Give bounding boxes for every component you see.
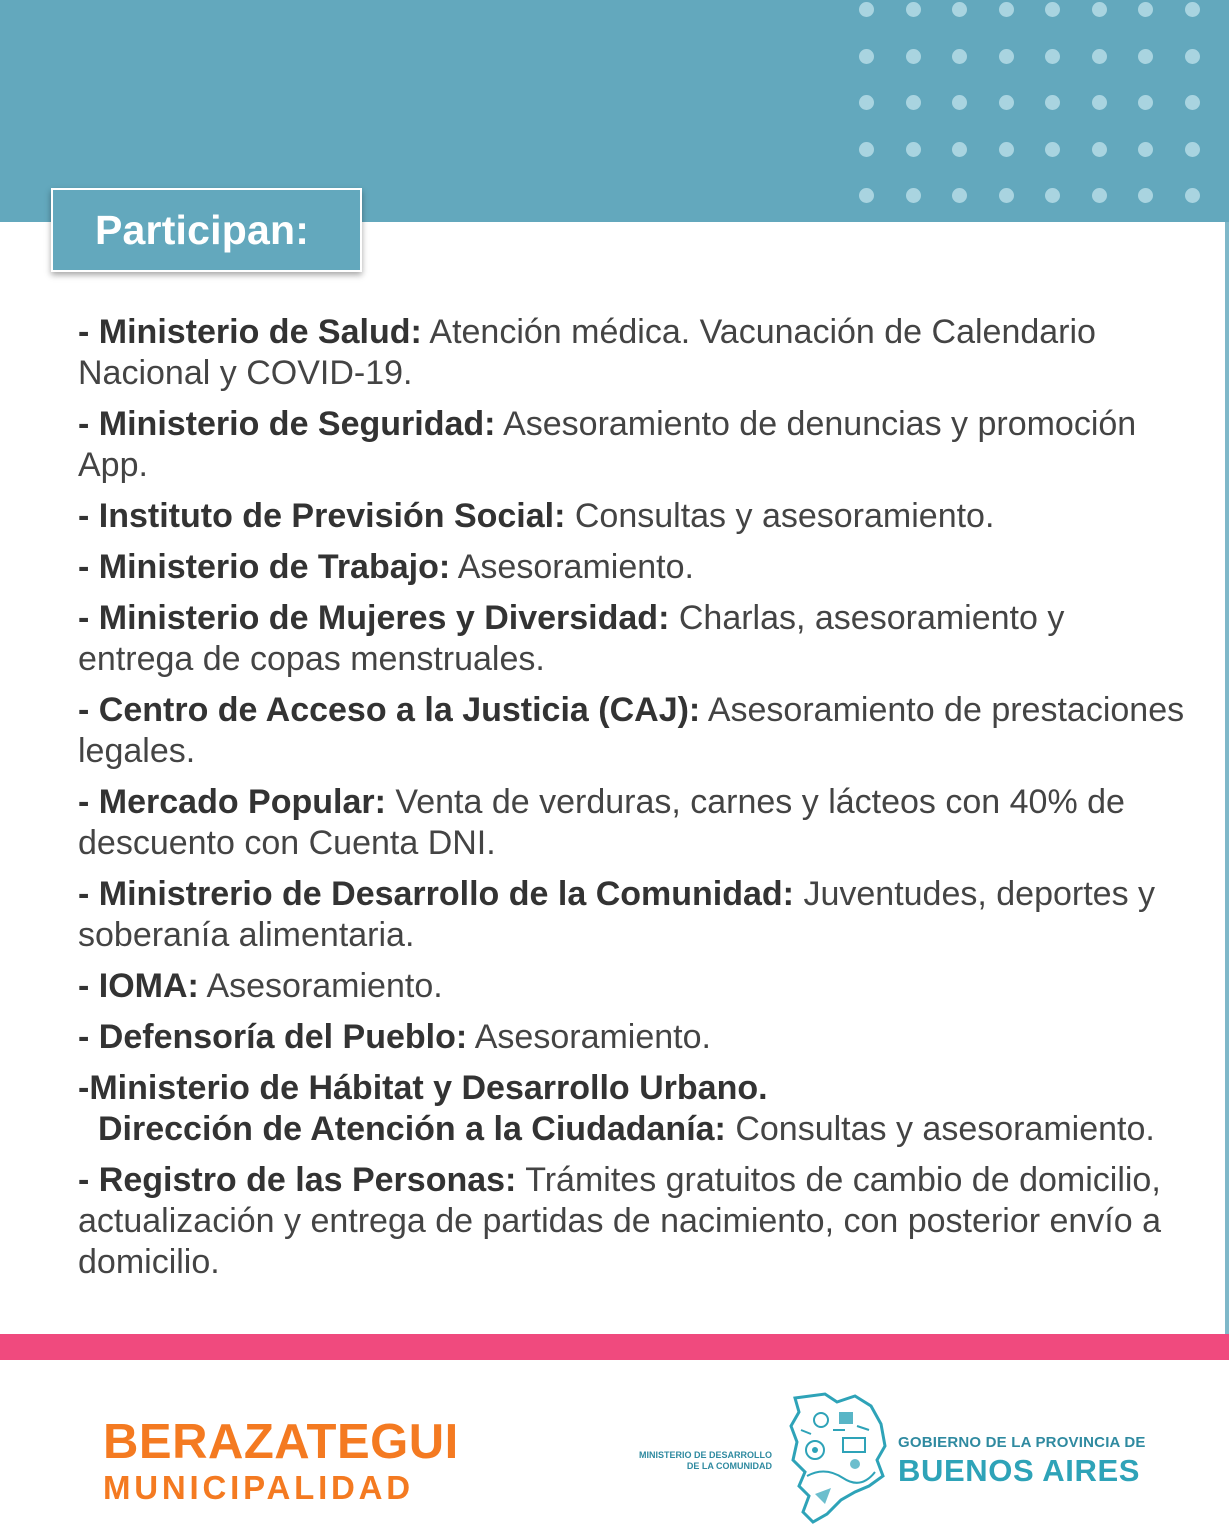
- list-dash: -: [78, 783, 99, 821]
- list-dash: -: [78, 691, 99, 729]
- entity-description: Juventudes, deportes y soberanía alimentaria.: [78, 875, 1156, 954]
- entity-description: Asesoramiento.: [450, 548, 694, 586]
- list-item: [78, 874, 1188, 956]
- decorative-dot: [1045, 95, 1060, 110]
- decorative-dot: [952, 2, 967, 17]
- decorative-dot: [1138, 49, 1153, 64]
- decorative-dot: [859, 95, 874, 110]
- province-name: BUENOS AIRES: [898, 1453, 1141, 1488]
- decorative-dot: [859, 188, 874, 203]
- list-dash: -: [78, 1069, 90, 1107]
- decorative-dot: [906, 49, 921, 64]
- entity-name: Ministerio de Seguridad:: [98, 405, 496, 443]
- heading-box: [51, 188, 362, 272]
- list-dash: -: [78, 313, 99, 351]
- decorative-dot: [906, 188, 921, 203]
- list-dash: -: [78, 875, 99, 913]
- entity-description: Consultas y asesoramiento.: [565, 497, 995, 535]
- entity-name: Defensoría del Pueblo:: [98, 1018, 468, 1056]
- entity-name: Instituto de Previsión Social:: [98, 497, 566, 535]
- list-item: [78, 1160, 1188, 1283]
- decorative-dot: [906, 2, 921, 17]
- entity-description: Trámites gratuitos de cambio de domicilio, actualización y entrega de partidas de nacimiento, con posterior envío a domicilio.: [78, 1161, 1161, 1281]
- list-dash: -: [78, 548, 99, 586]
- decorative-dot: [999, 188, 1014, 203]
- entity-description: Asesoramiento de prestaciones legales.: [78, 691, 1185, 770]
- entity-name: Ministerio de Salud:: [98, 313, 422, 351]
- list-item: [78, 547, 1188, 588]
- decorative-dot: [859, 142, 874, 157]
- list-dash: -: [78, 1018, 99, 1056]
- list-item: [78, 496, 1188, 537]
- province-government-logo: [898, 1434, 1146, 1489]
- entity-name: Ministerio de Mujeres y Diversidad:: [98, 599, 670, 637]
- entity-name: Dirección de Atención a la Ciudadanía:: [98, 1110, 726, 1148]
- decorative-dot: [952, 49, 967, 64]
- participants-list: [78, 312, 1188, 1293]
- entity-name: Ministrerio de Desarrollo de la Comunidad:: [98, 875, 795, 913]
- list-item: [78, 1068, 1188, 1150]
- decorative-dot-grid: [856, 0, 1216, 210]
- entity-description: Asesoramiento.: [198, 967, 443, 1005]
- entity-description: Asesoramiento de denuncias y promoción App.: [78, 405, 1137, 484]
- list-dash: -: [78, 967, 99, 1005]
- list-item: [78, 690, 1188, 772]
- entity-name: Ministerio de Trabajo:: [98, 548, 451, 586]
- list-item: [78, 404, 1188, 486]
- decorative-dot: [1185, 2, 1200, 17]
- list-item: [78, 782, 1188, 864]
- province-government-label: GOBIERNO DE LA PROVINCIA DE: [898, 1434, 1146, 1451]
- decorative-dot: [1138, 142, 1153, 157]
- decorative-dot: [1092, 95, 1107, 110]
- footer-accent-band: [0, 1334, 1229, 1360]
- decorative-dot: [1092, 49, 1107, 64]
- decorative-dot: [999, 49, 1014, 64]
- decorative-dot: [1045, 142, 1060, 157]
- entity-description: Venta de verduras, carnes y lácteos con 40% de descuento con Cuenta DNI.: [78, 783, 1125, 862]
- decorative-dot: [859, 49, 874, 64]
- decorative-dot: [1185, 95, 1200, 110]
- decorative-dot: [952, 142, 967, 157]
- berazategui-logo-name: BERAZATEGUI: [103, 1415, 459, 1469]
- entity-name: Ministerio de Hábitat y Desarrollo Urbano.: [89, 1069, 768, 1107]
- decorative-dot: [952, 188, 967, 203]
- decorative-dot: [1045, 49, 1060, 64]
- decorative-dot: [906, 142, 921, 157]
- decorative-dot: [1185, 49, 1200, 64]
- decorative-dot: [1138, 95, 1153, 110]
- list-dash: -: [78, 599, 99, 637]
- list-item: [78, 1017, 1188, 1058]
- list-dash: -: [78, 497, 99, 535]
- list-item: [78, 598, 1188, 680]
- entity-name: Mercado Popular:: [98, 783, 386, 821]
- berazategui-logo: [103, 1415, 459, 1506]
- page-title: Participan:: [95, 206, 310, 253]
- decorative-dot: [1138, 188, 1153, 203]
- decorative-dot: [1185, 188, 1200, 203]
- decorative-dot: [999, 95, 1014, 110]
- ministry-label: [600, 1450, 772, 1472]
- list-item: [78, 966, 1188, 1007]
- decorative-dot: [1185, 142, 1200, 157]
- decorative-dot: [1092, 2, 1107, 17]
- entity-description: Atención médica. Vacunación de Calendario Nacional y COVID-19.: [78, 313, 1096, 392]
- list-dash: -: [78, 405, 99, 443]
- list-dash: -: [78, 1161, 99, 1199]
- entity-name: Registro de las Personas:: [98, 1161, 517, 1199]
- decorative-dot: [999, 142, 1014, 157]
- buenos-aires-province-map-icon: [785, 1390, 889, 1526]
- decorative-dot: [1138, 2, 1153, 17]
- decorative-dot: [1045, 188, 1060, 203]
- entity-name: IOMA:: [98, 967, 199, 1005]
- decorative-dot: [1092, 142, 1107, 157]
- decorative-dot: [906, 95, 921, 110]
- decorative-dot: [859, 2, 874, 17]
- decorative-dot: [1045, 2, 1060, 17]
- list-item: [78, 312, 1188, 394]
- decorative-dot: [999, 2, 1014, 17]
- entity-description: Charlas, asesoramiento y entrega de copas menstruales.: [78, 599, 1065, 678]
- decorative-dot: [1092, 188, 1107, 203]
- entity-description: Consultas y asesoramiento.: [725, 1110, 1155, 1148]
- decorative-dot: [952, 95, 967, 110]
- ministry-label-line2: DE LA COMUNIDAD: [686, 1461, 772, 1471]
- entity-name: Centro de Acceso a la Justicia (CAJ):: [98, 691, 701, 729]
- right-edge-stripe: [1225, 222, 1229, 1334]
- berazategui-logo-subtitle: MUNICIPALIDAD: [103, 1469, 414, 1506]
- entity-description: Asesoramiento.: [467, 1018, 711, 1056]
- ministry-label-line1: MINISTERIO DE DESARROLLO: [638, 1450, 772, 1460]
